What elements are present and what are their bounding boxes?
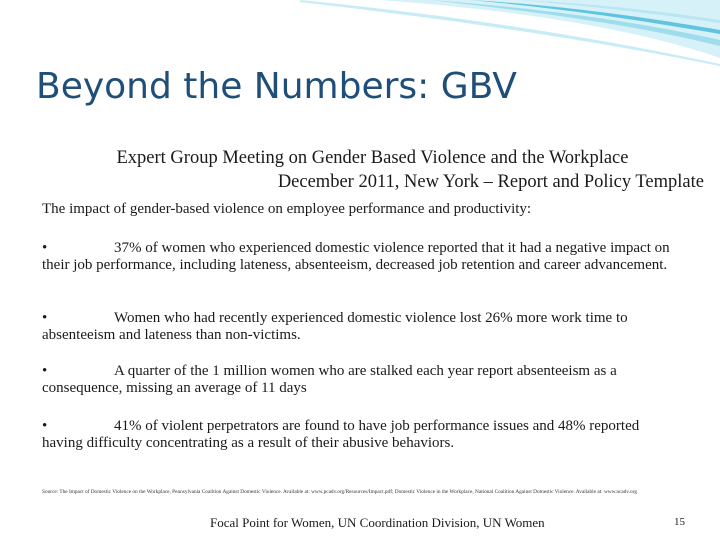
intro-text: The impact of gender-based violence on employee performance and productivity:: [42, 201, 532, 217]
bullet-text: Women who had recently experienced domestic violence lost 26% more work time to absenteeism and lateness than non-victims.: [42, 310, 628, 343]
bullet-marker: •: [42, 418, 48, 434]
bullet-item: [42, 418, 682, 452]
bullet-item: [42, 363, 682, 397]
slide-subtitle: [40, 146, 705, 194]
slide-title: Beyond the Numbers: GBV: [36, 66, 517, 107]
bullet-text: A quarter of the 1 million women who are stalked each year report absenteeism as a consequence, missing an average of 11 days: [42, 363, 617, 396]
subtitle-line-1: Expert Group Meeting on Gender Based Violence and the Workplace: [116, 148, 629, 168]
bullet-text: 41% of violent perpetrators are found to have job performance issues and 48% reported having difficulty concentrating as a result of their abusive behaviors.: [42, 418, 640, 451]
header-wave-decoration: [0, 0, 720, 75]
bullet-marker: •: [42, 363, 48, 379]
bullet-item: [42, 310, 682, 344]
bullet-marker: •: [42, 240, 48, 256]
bullet-marker: •: [42, 310, 48, 326]
slide-footer: Focal Point for Women, UN Coordination Division, UN Women: [210, 515, 545, 530]
subtitle-line-2: December 2011, New York – Report and Policy Template: [277, 172, 704, 192]
bullet-text: 37% of women who experienced domestic violence reported that it had a negative impact on their job performance, including lateness, absenteeism, decreased job retention and career advancement.: [42, 240, 670, 273]
source-citation: Source: The Impact of Domestic Violence on the Workplace, Pennsylvania Coalition Against Domestic Violence. Available at: www.pcadv.org/Resources/Impact.pdf; Domestic Violence in the Workplace, National Coalition Against Domestic Violence. Available at: www.ncadv.org: [42, 489, 637, 495]
bullet-item: [42, 240, 682, 274]
page-number: 15: [674, 516, 685, 528]
